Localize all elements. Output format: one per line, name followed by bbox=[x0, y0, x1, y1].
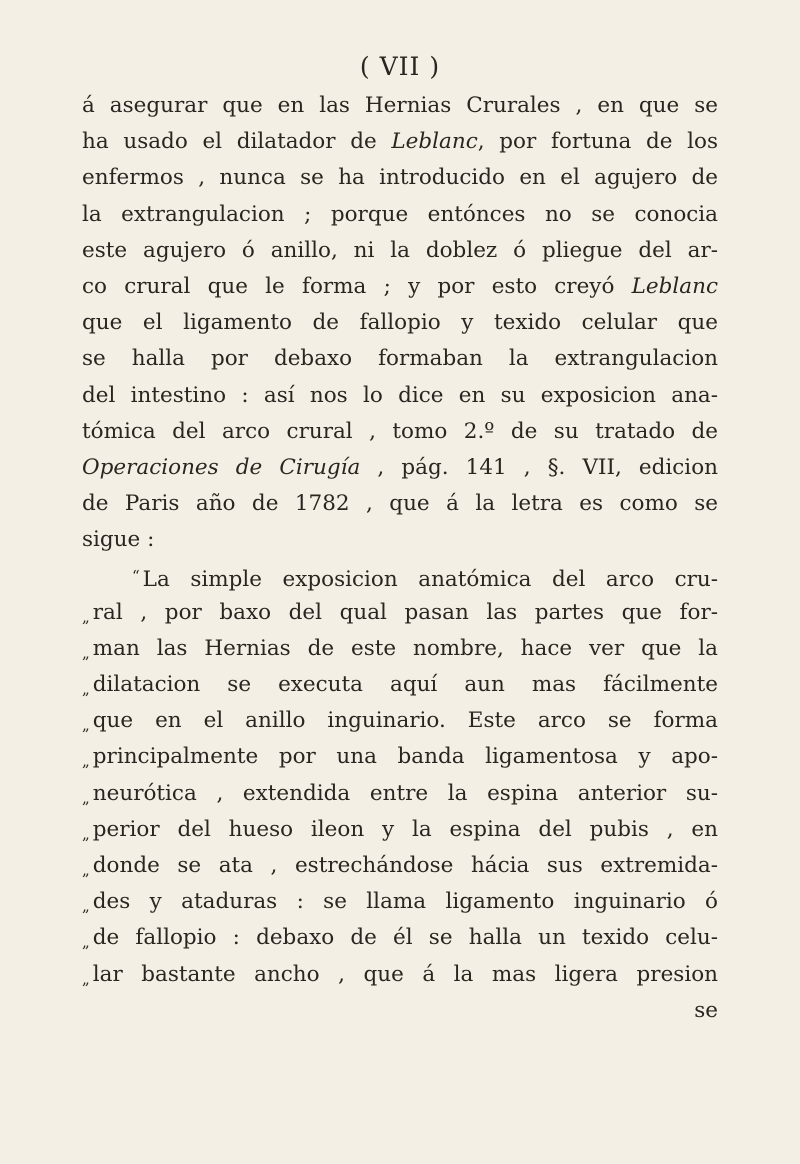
text-segment: co crural que le forma ; y por esto creyó bbox=[82, 273, 632, 299]
text-line bbox=[82, 703, 718, 739]
text-line bbox=[82, 305, 718, 341]
quote-mark: „ bbox=[82, 680, 90, 698]
text-segment: á asegurar que en las Hernias Crurales , en que se bbox=[82, 93, 718, 118]
text-segment: que en el anillo inguinario. Este arco se forma bbox=[92, 708, 718, 734]
text-segment: , pág. 141 , §. VII, edicion bbox=[360, 454, 718, 480]
text-line bbox=[82, 160, 718, 196]
text-segment: sigue : bbox=[82, 527, 155, 553]
text-line bbox=[82, 884, 718, 920]
quote-mark: „ bbox=[82, 716, 90, 735]
text-segment: este agujero ó anillo, ni la doblez ó pliegue del ar- bbox=[82, 237, 718, 263]
text-line bbox=[82, 522, 718, 558]
text-line bbox=[82, 450, 718, 486]
quote-mark: „ bbox=[82, 897, 90, 916]
page-header: ( VII ) bbox=[359, 52, 441, 81]
body-text bbox=[82, 88, 718, 1029]
text-line bbox=[82, 739, 718, 775]
text-line bbox=[82, 812, 718, 848]
text-segment: del intestino : así nos lo dice en su exposicion ana- bbox=[82, 382, 718, 408]
text-segment: des y ataduras : se llama ligamento inguinario ó bbox=[92, 889, 718, 915]
italic-text: Leblanc bbox=[631, 273, 718, 299]
quote-mark: „ bbox=[82, 788, 90, 807]
text-line bbox=[82, 993, 718, 1029]
text-segment: donde se ata , estrechándose hácia sus extremida- bbox=[92, 852, 718, 878]
text-line bbox=[82, 341, 718, 377]
text-line bbox=[82, 848, 718, 884]
text-segment: se bbox=[694, 997, 718, 1023]
text-line bbox=[82, 378, 718, 414]
text-segment: neurótica , extendida entre la espina anterior su- bbox=[92, 780, 718, 806]
text-segment: enfermos , nunca se ha introducido en el agujero de bbox=[82, 165, 718, 191]
quote-mark: „ bbox=[82, 607, 90, 626]
text-line bbox=[82, 269, 718, 305]
text-line bbox=[82, 88, 718, 124]
text-line bbox=[82, 233, 718, 269]
quote-mark: „ bbox=[82, 824, 90, 843]
italic-text: Operaciones de Cirugía bbox=[82, 454, 361, 480]
text-segment: lar bastante ancho , que á la mas ligera presion bbox=[92, 961, 718, 987]
quote-mark: „ bbox=[82, 933, 90, 952]
text-segment: perior del hueso ileon y la espina del pubis , en bbox=[92, 816, 718, 842]
text-line bbox=[82, 414, 718, 450]
text-line bbox=[82, 486, 718, 522]
text-segment: se halla por debaxo formaban la extrangulacion bbox=[82, 346, 718, 372]
text-line bbox=[82, 957, 718, 993]
text-segment: que el ligamento de fallopio y texido celular que bbox=[82, 310, 718, 336]
text-line bbox=[82, 558, 718, 594]
text-line bbox=[82, 920, 718, 956]
text-segment: ral , por baxo del qual pasan las partes que for- bbox=[92, 599, 718, 625]
text-segment: dilatacion se executa aquí aun mas fácilmente bbox=[92, 672, 718, 697]
text-segment: , por fortuna de los bbox=[477, 129, 719, 155]
text-segment: la extrangulacion ; porque entónces no se conocia bbox=[82, 201, 718, 227]
quote-mark: „ bbox=[82, 860, 90, 879]
text-segment: La simple exposicion anatómica del arco cru- bbox=[142, 567, 718, 593]
text-segment: ha usado el dilatador de bbox=[82, 129, 392, 155]
text-line bbox=[82, 631, 718, 667]
quote-mark: “ bbox=[132, 567, 140, 586]
italic-text: Leblanc bbox=[391, 129, 478, 155]
text-line bbox=[82, 197, 718, 233]
quote-mark: „ bbox=[82, 643, 90, 662]
text-segment: man las Hernias de este nombre, hace ver que la bbox=[92, 635, 718, 661]
text-segment: de Paris año de 1782 , que á la letra es como se bbox=[82, 491, 718, 517]
text-segment: principalmente por una banda ligamentosa y apo- bbox=[92, 744, 718, 770]
text-line bbox=[82, 595, 718, 631]
text-segment: tómica del arco crural , tomo 2.º de su tratado de bbox=[82, 418, 718, 444]
text-line bbox=[82, 667, 718, 703]
quote-mark: „ bbox=[82, 969, 90, 988]
text-line bbox=[82, 124, 718, 160]
quote-mark: „ bbox=[82, 752, 90, 771]
text-line bbox=[82, 776, 718, 812]
text-segment: de fallopio : debaxo de él se halla un texido celu- bbox=[92, 925, 718, 951]
